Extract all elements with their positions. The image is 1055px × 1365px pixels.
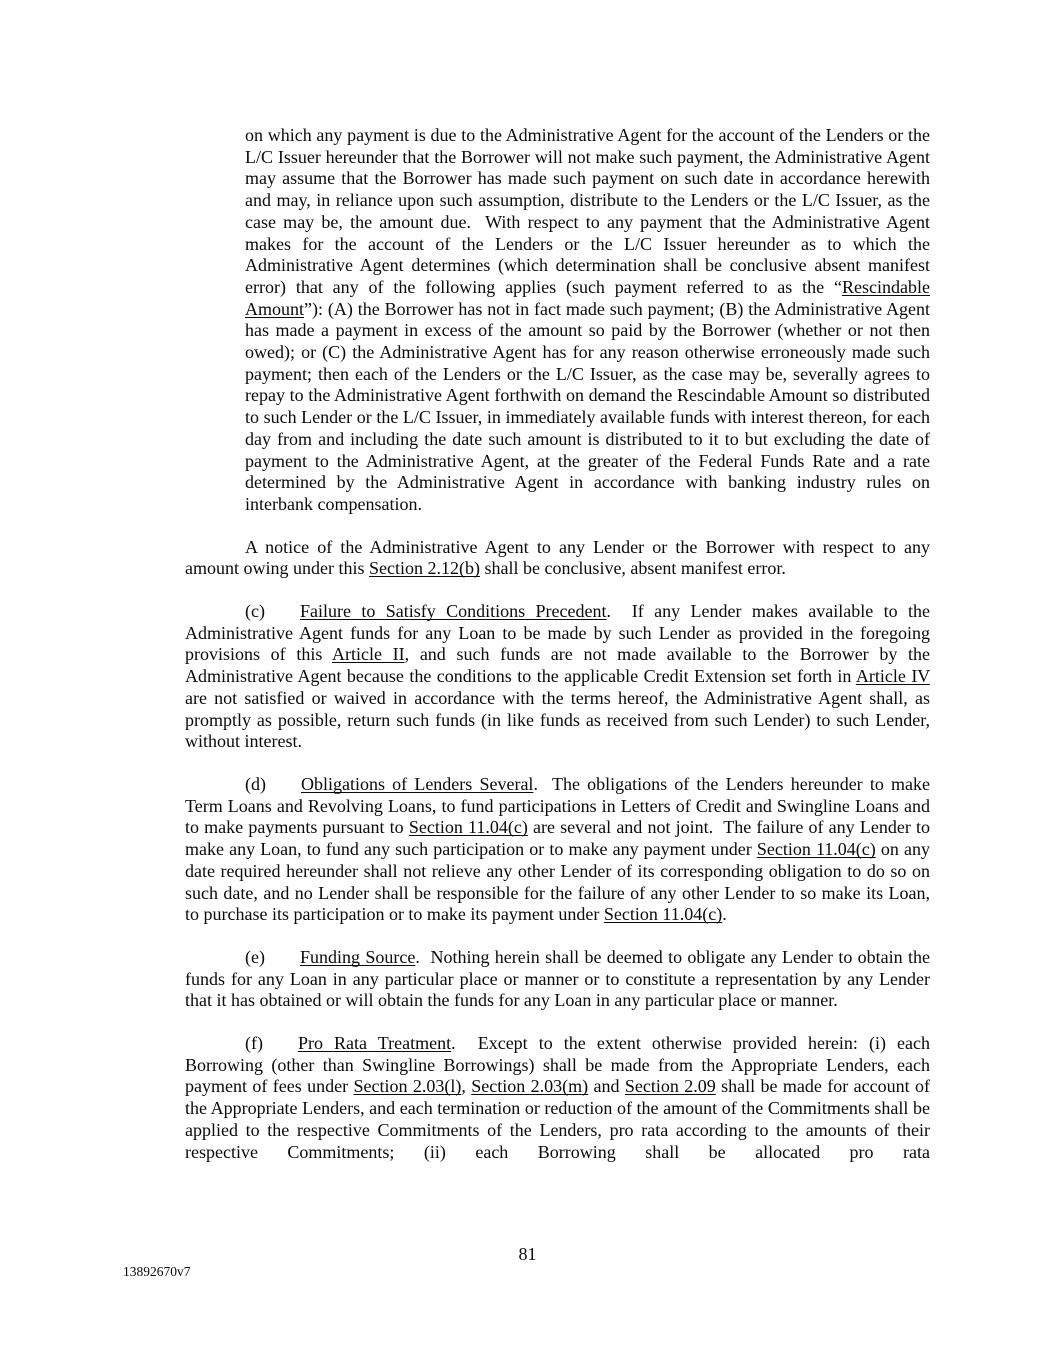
text-segment: ”): (A) the Borrower has not in fact made such payment; (B) the Administrative Agent has made a payment in excess of the amount so paid by the Borrower (whether or not then owed); or (C) the Administrative Agent has for any reason otherwise erroneously made such payment; then each of the Lenders or the L/C Issuer, as the case may be, severally agrees to repay to the Administrative Agent forthwith on demand the Rescindable Amount so distributed to such Lender or the L/C Issuer, in immediately available funds with interest thereon, for each day from and including the date such amount is distributed to it to but excluding the date of payment to the Administrative Agent, at the greater of the Federal Funds Rate and a rate determined by the Administrative Agent in accordance with banking industry rules on interbank compensation.	[245, 298, 930, 514]
text-segment: .	[722, 904, 727, 925]
text-segment: . The obligations of the Lenders hereunder to make Term Loans and Revolving Loans, to fund participations in Letters of Credit and Swingline Loans and to make payments pursuant to	[185, 773, 930, 838]
text-segment: . Nothing herein shall be deemed to obligate any Lender to obtain the funds for any Loan in any particular place or manner or to constitute a representation by any Lender that it has obtained or will obtain the funds for any Loan in any particular place or manner.	[185, 946, 930, 1011]
underlined-reference: Section 2.03(l)	[353, 1076, 462, 1097]
underlined-reference: Article II	[332, 644, 405, 665]
underlined-reference: Section 11.04(c)	[756, 839, 876, 860]
text-segment: A notice of the Administrative Agent to any Lender or the Borrower with respect to any amount owing under this	[185, 536, 930, 579]
paragraph-continuation-clause-b	[245, 125, 930, 516]
underlined-reference: Article IV	[855, 666, 930, 687]
text-segment: ,	[461, 1076, 472, 1097]
underlined-reference: Section 2.03(m)	[471, 1076, 589, 1097]
text-segment: and	[588, 1076, 625, 1097]
text-segment: are several and not joint. The failure of any Lender to make any Loan, to fund any such participation or to make any payment under	[185, 817, 930, 860]
text-segment: (f)	[245, 1033, 263, 1054]
clause-f-pro-rata-treatment	[185, 1033, 930, 1163]
paragraph-notice	[185, 537, 930, 580]
underlined-reference: Section 11.04(c)	[408, 817, 528, 838]
text-segment: (e)	[245, 946, 265, 967]
underlined-reference: Section 11.04(c)	[603, 904, 723, 925]
text-segment: (c)	[245, 601, 265, 622]
clause-c-failure-to-satisfy-conditions-precedent	[185, 601, 930, 753]
text-segment: (d)	[245, 773, 266, 794]
clause-e-funding-source	[185, 947, 930, 1012]
text-segment: are not satisfied or waived in accordance with the terms hereof, the Administrative Agent shall, as promptly as possible, return such funds (in like funds as received from such Lender) to such Lender, without interest.	[185, 687, 930, 752]
document-control-number: 13892670v7	[123, 1264, 191, 1279]
text-segment: . Except to the extent otherwise provided herein: (i) each Borrowing (other than Swingline Borrowings) shall be made from the Appropriate Lenders, each payment of fees under	[185, 1033, 930, 1097]
underlined-reference: Section 2.12(b)	[368, 558, 480, 579]
page-body-text	[185, 125, 930, 1184]
underlined-reference: Section 2.09	[624, 1076, 716, 1097]
clause-d-obligations-of-lenders-several	[185, 774, 930, 926]
underlined-reference: Obligations of Lenders Several	[301, 773, 534, 794]
text-segment: shall be made for account of the Appropriate Lenders, and each termination or reduction of the amount of the Commitments shall be applied to the respective Commitments of the Lenders, pro rata according to the amounts of their respective Commitments; (ii) each Borrowing shall be allocated pro rata	[185, 1076, 931, 1162]
text-segment: , and such funds are not made available to the Borrower by the Administrative Agent because the conditions to the applicable Credit Extension set forth in	[185, 644, 931, 687]
underlined-reference: Rescindable Amount	[245, 276, 930, 319]
text-segment: on any date required hereunder shall not relieve any other Lender of its corresponding obligation to do so on such date, and no Lender shall be responsible for the failure of any other Lender to so make its Loan, to purchase its participation or to make its payment under	[185, 839, 930, 925]
text-segment: shall be conclusive, absent manifest error.	[479, 558, 786, 579]
text-segment: on which any payment is due to the Administrative Agent for the account of the Lenders or the L/C Issuer hereunder that the Borrower will not make such payment, the Administrative Agent may assume that the Borrower has made such payment on such date in accordance herewith and may, in reliance upon such assumption, distribute to the Lenders or the L/C Issuer, as the case may be, the amount due. With respect to any payment that the Administrative Agent makes for the account of the Lenders or the L/C Issuer hereunder as to which the Administrative Agent determines (which determination shall be conclusive absent manifest error) that any of the following applies (such payment referred to as the “	[245, 125, 930, 297]
underlined-reference: Failure to Satisfy Conditions Precedent	[299, 601, 607, 622]
text-segment: . If any Lender makes available to the Administrative Agent funds for any Loan to be made by such Lender as provided in the foregoing provisions of this	[185, 601, 931, 665]
underlined-reference: Funding Source	[299, 946, 416, 967]
page-number: 81	[518, 1244, 537, 1264]
underlined-reference: Pro Rata Treatment	[297, 1033, 452, 1054]
